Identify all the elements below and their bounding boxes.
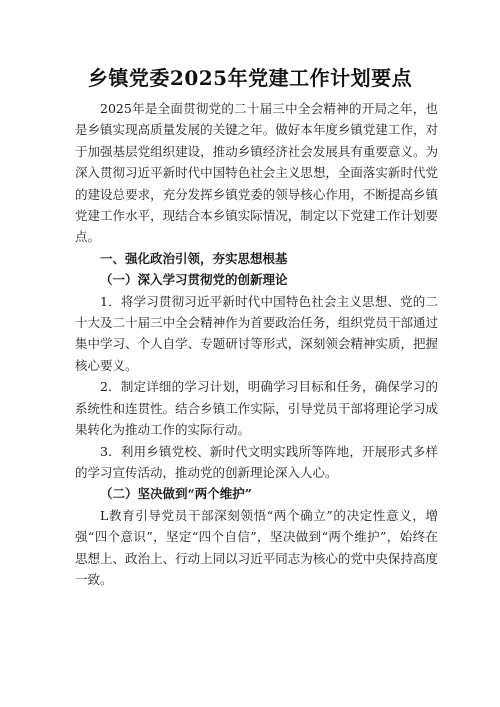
subsection-2-heading: （二）坚决做到“两个维护” [100,486,252,502]
subsection-2-item-1: L教育引导党员干部深刻领悟“两个确立”的决定性意义，增强“四个意识”，坚定“四个自信”，坚决做到“两个维护”，始终在思想上、政治上、行动上同以习近平同志为核心的党中央保持高度一致。 [75,507,438,587]
intro-paragraph: 2025年是全面贯彻党的二十届三中全会精神的开局之年，也是乡镇实现高质量发展的关键之年。做好本年度乡镇党建工作，对于加强基层党组织建设，推动乡镇经济社会发展具有重要意义。为深入贯彻习近平新时代中国特色社会主义思想，全面落实新时代党的建设总要求，充分发挥乡镇党委的领导核心作用，不断提高乡镇党建工作水平，现结合本乡镇实际情况，制定以下党建工作计划要点。 [75,101,438,245]
subsection-1-item-3: 3．利用乡镇党校、新时代文明实践所等阵地，开展形式多样的学习宣传活动，推动党的创新理论深入人心。 [75,443,438,480]
section-1-heading: 一、强化政治引领，夯实思想根基 [100,250,288,266]
document-title: 乡镇党委2025年党建工作计划要点 [87,66,413,90]
subsection-1-item-1: 1．将学习贯彻习近平新时代中国特色社会主义思想、党的二十大及二十届三中全会精神作为首要政治任务，组织党员干部通过集中学习、个人自学、专题研讨等形式，深刻领会精神实质，把握核心要义。 [75,293,438,373]
document-body [75,98,438,590]
subsection-1-heading: （一）深入学习贯彻党的创新理论 [100,272,288,288]
subsection-1-item-2: 2．制定详细的学习计划，明确学习目标和任务，确保学习的系统性和连贯性。结合乡镇工作实际，引导党员干部将理论学习成果转化为推动工作的实际行动。 [75,379,438,438]
